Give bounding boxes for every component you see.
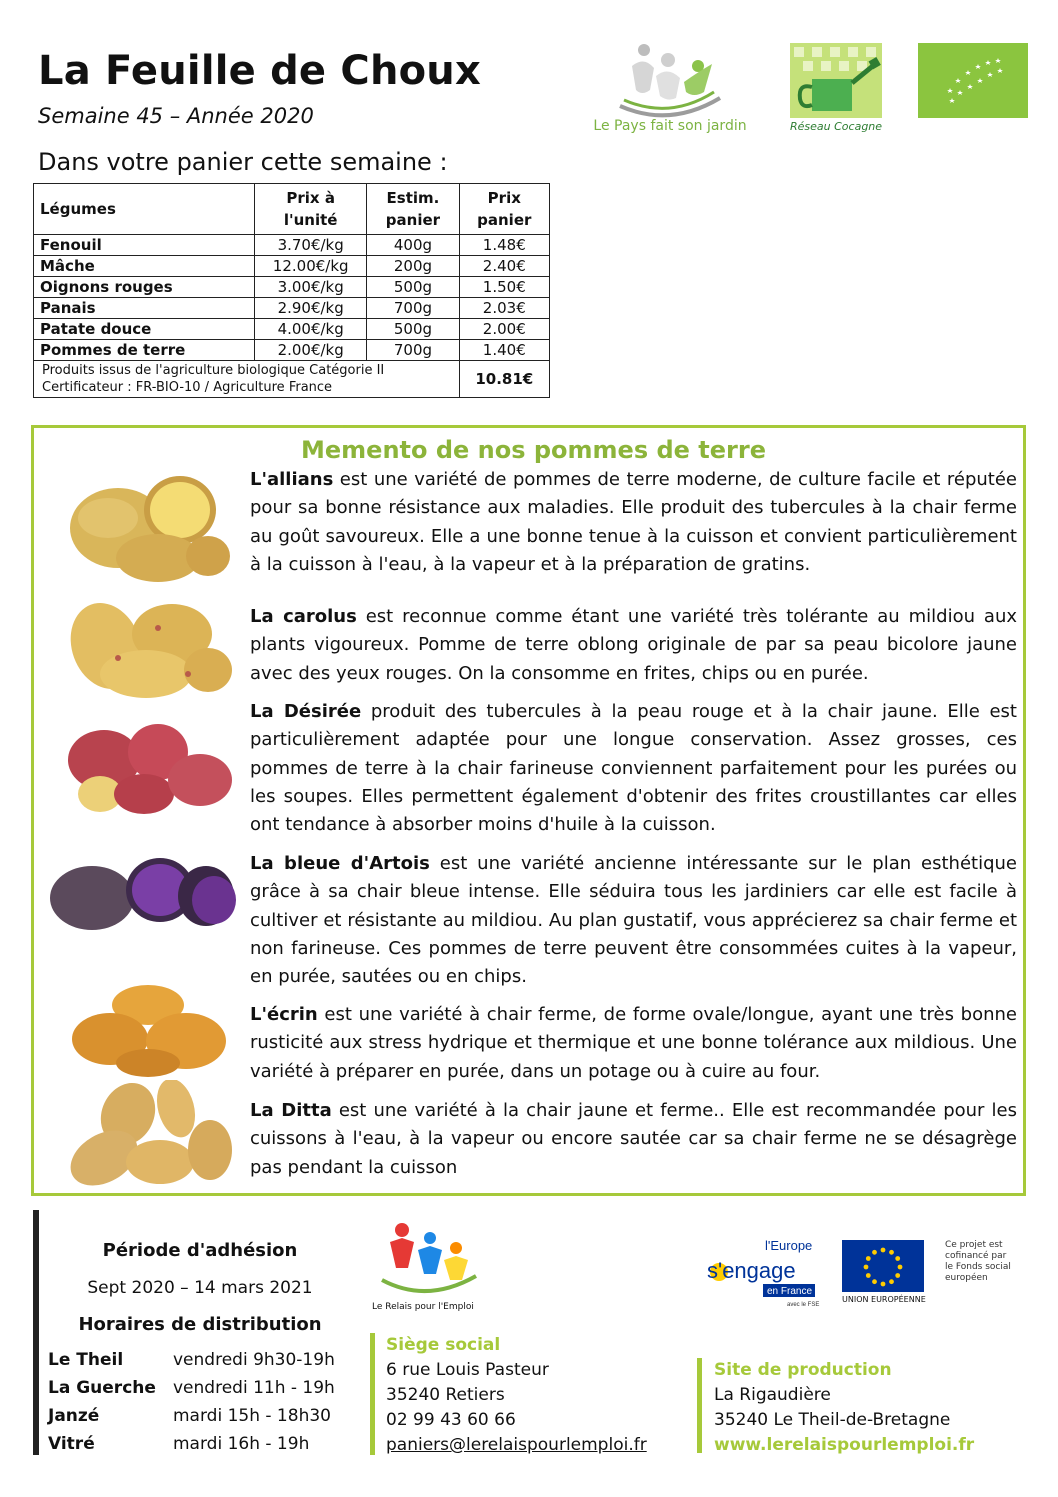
distribution-place: La Guerche [48, 1378, 156, 1398]
production-site-place: La Rigaudière [714, 1385, 831, 1405]
vegetable-name: Oignons rouges [34, 277, 255, 298]
basket-price: 2.00€ [459, 319, 549, 340]
header-estimate-line1: Estim. [386, 189, 440, 207]
head-office-city: 35240 Retiers [386, 1385, 505, 1405]
variety-name: L'allians [250, 469, 334, 490]
variety-bleue-artois [250, 850, 1017, 991]
basket-heading: Dans votre panier cette semaine : [38, 148, 448, 176]
variety-name: La bleue d'Artois [250, 853, 430, 874]
variety-description: est une variété de pommes de terre moderne, de culture facile et réputée pour sa bonne résistance aux maladies. Elle produit des tubercules à la chair ferme au goût savoureux. Elle a une bonne tenue à la cuisson et convient particulièrement à la cuisson à l'eau, à la vapeur et à la préparation de gratins. [250, 469, 1017, 575]
distribution-time: mardi 16h - 19h [173, 1434, 310, 1454]
table-row [34, 235, 550, 256]
basket-estimate: 700g [367, 340, 459, 361]
certification-line2: Certificateur : FR-BIO-10 / Agriculture France [42, 380, 333, 395]
head-office-block [386, 1333, 647, 1458]
website-link[interactable]: www.lerelaispourlemploi.fr [714, 1435, 975, 1455]
distribution-place: Janzé [48, 1406, 100, 1426]
unit-price: 3.70€/kg [255, 235, 367, 256]
production-site-block [714, 1358, 974, 1458]
pays-fait-son-jardin-logo [580, 36, 760, 144]
europe-engage-logo [703, 1238, 828, 1308]
basket-estimate: 200g [367, 256, 459, 277]
vegetable-name: Fenouil [34, 235, 255, 256]
variety-name: La Ditta [250, 1100, 332, 1121]
desiree-potato-image [48, 718, 238, 818]
head-office-phone: 02 99 43 60 66 [386, 1410, 516, 1430]
unit-price: 2.90€/kg [255, 298, 367, 319]
fse-text-line: européen [945, 1273, 988, 1283]
distribution-row [48, 1350, 335, 1370]
variety-description: produit des tubercules à la peau rouge et à la chair jaune. Elle est particulièrement adaptée pour une longue conservation. Assez grosses, ces pommes de terre à la chair farineuse conviennent parfaitement pour les purées ou les soupes. Elles permettent également d'obtenir des frites croustillantes car elles ont tendance à absorber moins d'huile à la cuisson. [250, 701, 1017, 836]
table-row [34, 340, 550, 361]
basket-estimate: 500g [367, 319, 459, 340]
distribution-place: Le Theil [48, 1350, 124, 1370]
table-row [34, 277, 550, 298]
page-title: La Feuille de Choux [38, 48, 481, 94]
distribution-place: Vitré [48, 1434, 95, 1454]
header-basket-price-line1: Prix [487, 189, 521, 207]
distribution-row [48, 1406, 331, 1426]
header-unit-price-line2: l'unité [283, 211, 338, 229]
header-unit-price [255, 184, 367, 235]
bleue-artois-potato-image [48, 846, 238, 941]
table-header-row [34, 184, 550, 235]
cocagne-logo-text: Réseau Cocagne [790, 120, 883, 133]
variety-ecrin [250, 1001, 1017, 1086]
certification-line1: Produits issus de l'agriculture biologique Catégorie II [42, 363, 385, 378]
allians-potato-image [48, 466, 238, 586]
variety-name: L'écrin [250, 1004, 318, 1025]
production-site-city: 35240 Le Theil-de-Bretagne [714, 1410, 951, 1430]
variety-carolus [250, 603, 1017, 688]
basket-estimate: 700g [367, 298, 459, 319]
fse-text-line: le Fonds social [945, 1262, 1011, 1272]
siege-divider [370, 1333, 375, 1455]
eu-flag-logo [842, 1240, 924, 1302]
reseau-cocagne-logo [790, 43, 882, 138]
ditta-potato-image [48, 1080, 238, 1190]
ecrin-potato-image [48, 983, 238, 1078]
distribution-time: vendredi 11h - 19h [173, 1378, 335, 1398]
europe-text-3: en France [767, 1286, 813, 1297]
basket-price: 2.03€ [459, 298, 549, 319]
variety-name: La carolus [250, 606, 357, 627]
memento-title: Memento de nos pommes de terre [301, 436, 766, 464]
vegetable-name: Pommes de terre [34, 340, 255, 361]
header-basket-price [459, 184, 549, 235]
carolus-potato-image [48, 588, 238, 703]
basket-table [33, 183, 550, 398]
basket-price: 2.40€ [459, 256, 549, 277]
table-row [34, 319, 550, 340]
variety-description: est reconnue comme étant une variété très tolérante au mildiou aux plants vigoureux. Pomme de terre oblong originale de par sa peau bicolore jaune avec des yeux rouges. On la consomme en frites, chips ou en purée. [250, 606, 1018, 684]
head-office-email-link[interactable]: paniers@lerelaispourlemploi.fr [386, 1435, 647, 1455]
europe-text-1: l'Europe [765, 1238, 813, 1253]
fse-cofinancing-text [945, 1240, 1011, 1284]
eu-logo-text: UNION EUROPÉENNE [842, 1295, 926, 1304]
variety-allians [250, 466, 1017, 579]
distribution-time: vendredi 9h30-19h [173, 1350, 335, 1370]
variety-desiree [250, 698, 1017, 839]
eu-organic-logo [918, 43, 1028, 118]
unit-price: 12.00€/kg [255, 256, 367, 277]
unit-price: 4.00€/kg [255, 319, 367, 340]
header-estimate [367, 184, 459, 235]
variety-ditta [250, 1097, 1017, 1182]
head-office-heading: Siège social [386, 1335, 501, 1355]
header-estimate-line2: panier [385, 211, 441, 229]
variety-description: est une variété ancienne intéressante sur le plan esthétique grâce à sa chair bleue intense. Elle séduira tous les jardiniers car elle est facile à cultiver et résistante au mildiou. Au plan gustatif, vous apprécierez sa chair ferme et non farineuse. Ces pommes de terre peuvent être consommées cuites à la vapeur, en purée, sautées ou en chips. [250, 853, 1017, 988]
vegetable-name: Mâche [34, 256, 255, 277]
distribution-hours-title: Horaires de distribution [78, 1314, 322, 1335]
basket-price: 1.50€ [459, 277, 549, 298]
fse-text-line: Ce projet est [945, 1240, 1003, 1250]
header-vegetables: Légumes [34, 184, 255, 235]
relais-logo-text: Le Relais pour l'Emploi [372, 1302, 474, 1312]
certification-note [34, 361, 460, 398]
site-divider [697, 1358, 702, 1453]
table-row [34, 298, 550, 319]
header-unit-price-line1: Prix à [286, 189, 335, 207]
membership-period-value: Sept 2020 – 14 mars 2021 [87, 1278, 313, 1298]
basket-price: 1.40€ [459, 340, 549, 361]
pays-logo-text: Le Pays fait son jardin [593, 118, 747, 134]
distribution-row [48, 1378, 335, 1398]
footer-divider [33, 1210, 39, 1455]
europe-text-2: s'engage [707, 1258, 796, 1283]
distribution-row [48, 1434, 309, 1454]
relais-pour-emploi-logo [372, 1220, 482, 1320]
header-basket-price-line2: panier [477, 211, 532, 229]
basket-estimate: 500g [367, 277, 459, 298]
unit-price: 2.00€/kg [255, 340, 367, 361]
table-footer-row [34, 361, 550, 398]
table-row [34, 256, 550, 277]
variety-name: La Désirée [250, 701, 362, 722]
memento-box [31, 425, 1026, 1196]
variety-description: est une variété à chair ferme, de forme ovale/longue, ayant une très bonne rusticité aux stress hydrique et thermique et une bonne tolérance aux mildious. Une variété à préparer en purée, dans un potage ou à cuire au four. [250, 1004, 1017, 1082]
production-site-heading: Site de production [714, 1360, 892, 1380]
unit-price: 3.00€/kg [255, 277, 367, 298]
variety-description: est une variété à la chair jaune et ferme.. Elle est recommandée pour les cuissons à l'eau, à la vapeur ou encore sautée car sa chair ferme ne se désagrège pas pendant la cuisson [250, 1100, 1017, 1178]
vegetable-name: Patate douce [34, 319, 255, 340]
head-office-street: 6 rue Louis Pasteur [386, 1360, 549, 1380]
page-subtitle: Semaine 45 – Année 2020 [38, 104, 314, 128]
basket-estimate: 400g [367, 235, 459, 256]
vegetable-name: Panais [34, 298, 255, 319]
fse-text-line: cofinancé par [945, 1251, 1007, 1261]
europe-text-4: avec le FSE [787, 1302, 820, 1308]
basket-price: 1.48€ [459, 235, 549, 256]
membership-period-title: Période d'adhésion [102, 1240, 298, 1261]
basket-total: 10.81€ [459, 361, 549, 398]
distribution-time: mardi 15h - 18h30 [173, 1406, 331, 1426]
